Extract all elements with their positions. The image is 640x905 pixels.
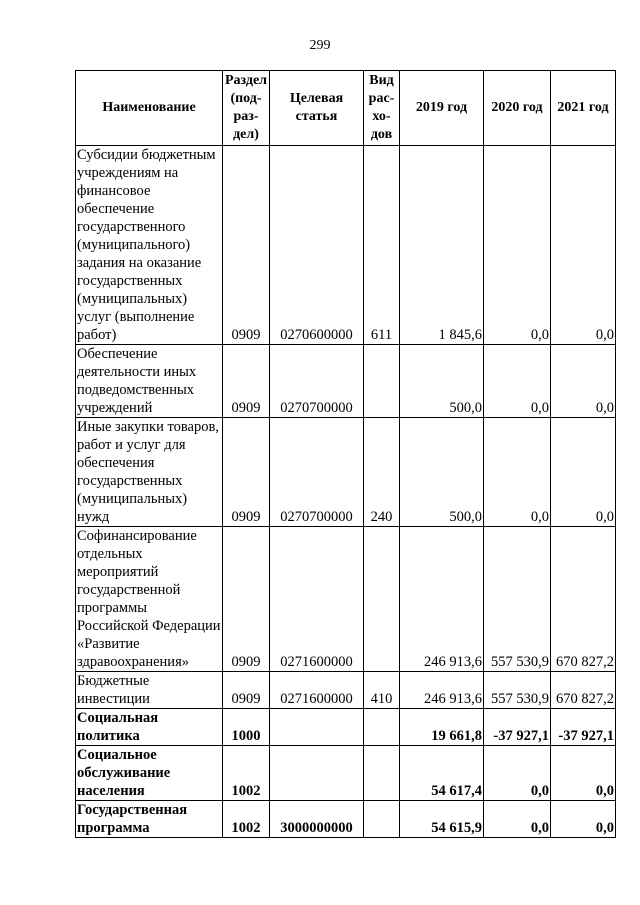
cell-target-article: 0271600000 <box>270 672 364 709</box>
cell-2021: 0,0 <box>551 418 616 527</box>
cell-target-article: 0270700000 <box>270 345 364 418</box>
cell-expense-type <box>364 801 400 838</box>
cell-2020: 557 530,9 <box>484 672 551 709</box>
cell-expense-type <box>364 345 400 418</box>
cell-2021: 670 827,2 <box>551 672 616 709</box>
cell-expense-type <box>364 709 400 746</box>
page-number: 299 <box>309 38 331 53</box>
cell-target-article: 0270600000 <box>270 146 364 345</box>
cell-2020: 0,0 <box>484 746 551 801</box>
budget-table <box>75 70 616 838</box>
cell-name: Государственная программа <box>76 801 223 838</box>
cell-2021: -37 927,1 <box>551 709 616 746</box>
cell-razdel: 0909 <box>223 527 270 672</box>
cell-razdel: 1002 <box>223 801 270 838</box>
cell-target-article <box>270 746 364 801</box>
cell-name: Бюджетные инвестиции <box>76 672 223 709</box>
cell-2019: 246 913,6 <box>400 672 484 709</box>
table-row <box>76 527 616 672</box>
cell-2020: 0,0 <box>484 801 551 838</box>
header-name: Наименование <box>76 71 223 146</box>
cell-razdel: 0909 <box>223 345 270 418</box>
header-razdel: Раздел (под-раз-дел) <box>223 71 270 146</box>
cell-razdel: 1000 <box>223 709 270 746</box>
cell-razdel: 0909 <box>223 672 270 709</box>
cell-name: Социальная политика <box>76 709 223 746</box>
cell-2019: 54 617,4 <box>400 746 484 801</box>
cell-2020: 0,0 <box>484 418 551 527</box>
cell-target-article: 0270700000 <box>270 418 364 527</box>
cell-2019: 1 845,6 <box>400 146 484 345</box>
cell-name: Субсидии бюджетным учреждениям на финансовое обеспечение государственного (муниципального) задания на оказание государственных (муниципальных) услуг (выполнение работ) <box>76 146 223 345</box>
cell-2021: 0,0 <box>551 345 616 418</box>
cell-expense-type: 410 <box>364 672 400 709</box>
table-header-row <box>76 71 616 146</box>
cell-2019: 500,0 <box>400 418 484 527</box>
cell-2021: 0,0 <box>551 146 616 345</box>
header-target-article: Целевая статья <box>270 71 364 146</box>
header-2021: 2021 год <box>551 71 616 146</box>
cell-expense-type: 240 <box>364 418 400 527</box>
table-row <box>76 709 616 746</box>
table-row <box>76 801 616 838</box>
cell-2021: 0,0 <box>551 746 616 801</box>
table-row <box>76 345 616 418</box>
cell-razdel: 1002 <box>223 746 270 801</box>
cell-2021: 670 827,2 <box>551 527 616 672</box>
table-row <box>76 672 616 709</box>
cell-2019: 500,0 <box>400 345 484 418</box>
cell-2019: 246 913,6 <box>400 527 484 672</box>
header-expense-type: Вид рас-хо-дов <box>364 71 400 146</box>
cell-expense-type: 611 <box>364 146 400 345</box>
cell-razdel: 0909 <box>223 146 270 345</box>
table-row <box>76 418 616 527</box>
header-2019: 2019 год <box>400 71 484 146</box>
cell-name: Софинансирование отдельных мероприятий государственной программы Российской Федерации «Развитие здравоохранения» <box>77 528 221 670</box>
cell-target-article <box>270 709 364 746</box>
cell-name: Иные закупки товаров, работ и услуг для обеспечения государственных (муниципальных) нужд <box>76 418 223 527</box>
cell-2019: 19 661,8 <box>400 709 484 746</box>
cell-2020: 557 530,9 <box>484 527 551 672</box>
cell-2020: 0,0 <box>484 146 551 345</box>
table-row <box>76 146 616 345</box>
cell-razdel: 0909 <box>223 418 270 527</box>
cell-2021: 0,0 <box>551 801 616 838</box>
cell-2020: -37 927,1 <box>484 709 551 746</box>
cell-name: Социальное обслуживание населения <box>76 746 223 801</box>
header-2020: 2020 год <box>484 71 551 146</box>
cell-expense-type <box>364 746 400 801</box>
cell-expense-type <box>364 527 400 672</box>
cell-target-article: 3000000000 <box>270 801 364 838</box>
cell-2019: 54 615,9 <box>400 801 484 838</box>
cell-name: Обеспечение деятельности иных подведомственных учреждений <box>76 345 223 418</box>
cell-target-article: 0271600000 <box>270 527 364 672</box>
table-row <box>76 746 616 801</box>
cell-2020: 0,0 <box>484 345 551 418</box>
